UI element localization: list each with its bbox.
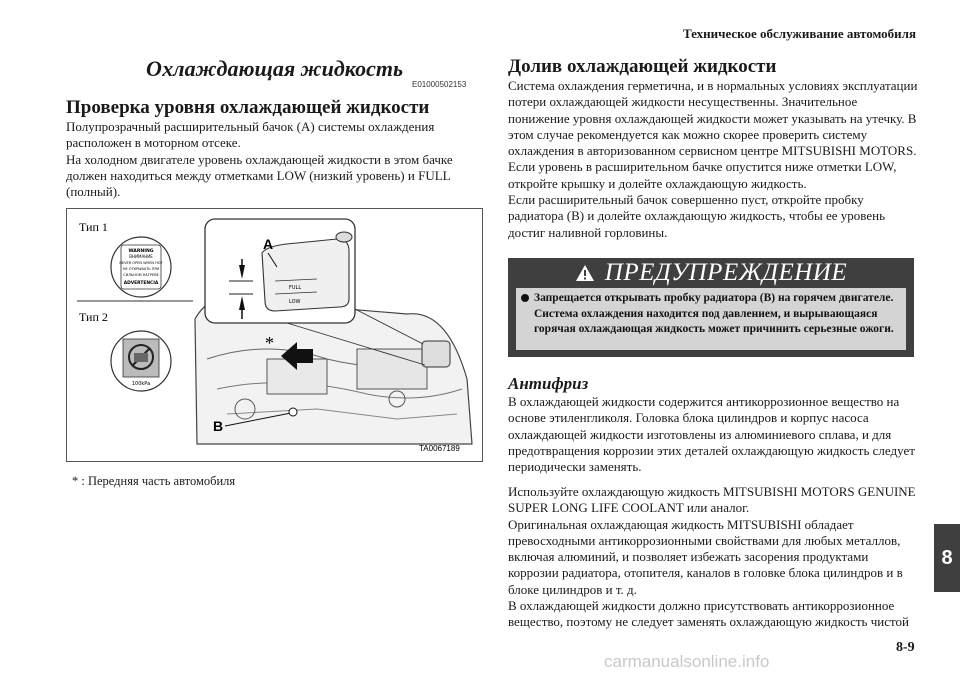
full-mark: FULL	[289, 285, 302, 291]
section-title: Охлаждающая жидкость	[146, 56, 404, 81]
engine-bay-illustration	[67, 209, 482, 461]
warning-box	[508, 258, 914, 357]
page-number: 8-9	[896, 640, 915, 655]
type1-label: Тип 1	[79, 220, 108, 234]
no-open-hot-icon	[111, 331, 171, 391]
bullet-icon	[521, 294, 529, 302]
antifreeze-heading: Антифриз	[508, 374, 589, 393]
label-a: A	[263, 236, 274, 252]
antifreeze-paragraph-2: Используйте охлаждающую жидкость MITSUBISHI MOTORS GENUINE SUPER LONG LIFE COOLANT или аналог. Оригинальная охлаждающая жидкость MITSUBISHI обладает превосходными антикоррозионными свойствами для любых металлов, включая алюминий, и позволяет избежать засорения продуктами коррозии радиатора, отопителя, каналов в головке блока цилиндров и в блоке цилиндров и т. д. В охлаждающей жидкости должно присутствовать антикоррозионное вещество, поэтому не следует заменять охлаждающую жидкость чистой	[508, 484, 916, 630]
sticker-line-6: ADVERTENCIA	[123, 281, 159, 286]
section-code: E01000502153	[412, 80, 467, 89]
warning-sticker-icon	[111, 237, 171, 297]
low-mark: LOW	[289, 299, 301, 305]
label-b: B	[213, 418, 224, 434]
chapter-tab: 8	[934, 524, 960, 592]
warning-title: ПРЕДУПРЕЖДЕНИЕ	[604, 259, 848, 286]
sticker-line-4: НЕ ОТКРЫВАТЬ ПРИ	[122, 267, 160, 271]
sticker-line-3: NEVER OPEN WHEN HOT	[119, 261, 163, 265]
warning-body	[516, 288, 906, 350]
figure-id: TA0067189	[419, 444, 460, 453]
check-level-heading: Проверка уровня охлаждающей жидкости	[66, 97, 430, 118]
figure-caption: * : Передняя часть автомобиля	[72, 474, 236, 488]
check-level-paragraph: Полупрозрачный расширительный бачок (A) системы охлаждения расположен в моторном отсеке. На холодном двигателе уровень охлаждающей жидкости в этом бачке должен находиться между отметками LOW (низкий уровень) и FULL (полный).	[66, 119, 453, 200]
warning-triangle-icon	[575, 264, 595, 282]
front-asterisk: *	[265, 333, 274, 353]
warning-header	[508, 258, 914, 288]
icon2-label: 100kPa	[131, 381, 151, 387]
sticker-line-2: ВНИМАНИЕ	[129, 254, 153, 259]
page-header: Техническое обслуживание автомобиля	[682, 26, 916, 41]
engine-bay-figure	[66, 208, 483, 462]
warning-text: Запрещается открывать пробку радиатора (B) на горячем двигателе. Система охлаждения находится под давлением, и вырывающаяся горячая охлаждающая жидкость может причинить серьезные ожоги.	[534, 292, 894, 336]
sticker-line-5: СИЛЬНОМ НАГРЕВЕ	[123, 273, 159, 277]
topup-heading: Долив охлаждающей жидкости	[508, 56, 777, 77]
watermark: carmanualsonline.info	[604, 652, 770, 671]
type2-label: Тип 2	[79, 310, 108, 324]
topup-paragraph: Система охлаждения герметична, и в нормальных условиях эксплуатации потери охлаждающей жидкости несущественны. Значительное понижение уровня охлаждающей жидкости может указывать на утечку. В этом случае рекомендуется как можно скорее проверить систему охлаждения в авторизованном сервисном центре MITSUBISHI MOTORS. Если уровень в расширительном бачке опустится ниже отметки LOW, откройте крышку и долейте охлаждающую жидкость. Если расширительный бачок совершенно пуст, откройте пробку радиатора (B) и долейте охлаждающую жидкость, чтобы ее уровень достиг наливной горловины.	[508, 78, 918, 240]
sticker-line-1: WARNING	[128, 249, 154, 254]
antifreeze-paragraph-1: В охлаждающей жидкости содержится антикоррозионное вещество на основе этиленгликоля. Головка блока цилиндров и корпус насоса охлаждающей жидкости изготовлены из алюминиевого сплава, и для предотвращения коррозии этих деталей охлаждающую жидкость следует периодически заменять.	[508, 394, 915, 475]
